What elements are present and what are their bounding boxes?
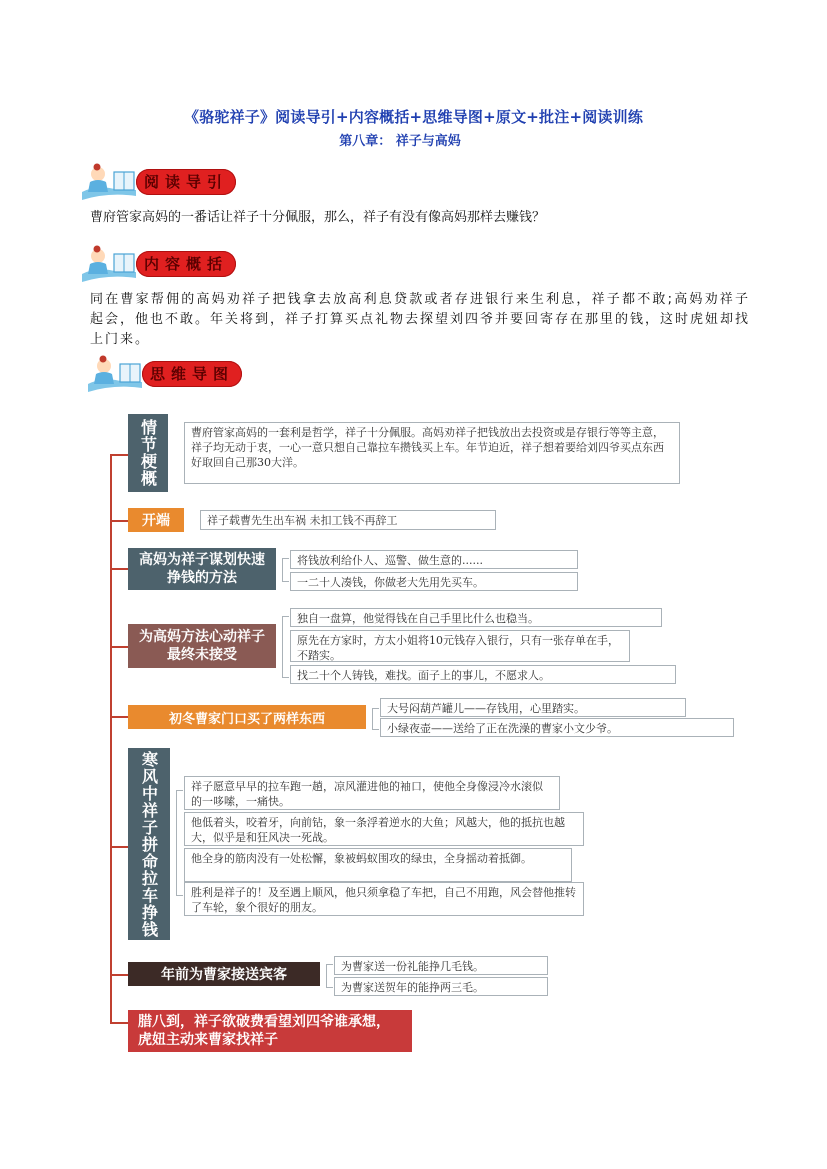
- bracket: [372, 708, 379, 730]
- node-plot: 情节梗概: [128, 414, 168, 492]
- document-title: 《骆驼祥子》阅读导引+内容概括+思维导图+原文+批注+阅读训练: [183, 108, 644, 126]
- node-wind: 寒风中祥子拼命拉车挣钱: [128, 748, 170, 940]
- chapter-subtitle: 第八章： 祥子与高妈: [339, 134, 461, 149]
- connector: [110, 568, 128, 570]
- node-refuse: 为高妈方法心动祥子最终未接受: [128, 624, 276, 668]
- leaf-plot: 曹府管家高妈的一套利是哲学，祥子十分佩服。高妈劝祥子把钱放出去投资或是存银行等等主意，祥子均无动于衷，一心一意只想自己靠拉车攒钱买上车。年节迫近，祥子想着要给刘四爷买点东西好取回自己那30大洋。: [184, 422, 680, 484]
- section-header-mindmap: [84, 354, 284, 394]
- bracket: [326, 964, 333, 988]
- section-header-summary: [78, 244, 278, 284]
- connector: [110, 846, 128, 848]
- section-badge-summary: 内容概括: [136, 251, 236, 277]
- leaf-gaoma-2: 一二十人凑钱，你做老大先用先买车。: [290, 572, 578, 591]
- leaf-refuse-2: 原先在方家时，方太小姐将10元钱存入银行，只有一张存单在手，不踏实。: [290, 630, 630, 662]
- node-buy: 初冬曹家门口买了两样东西: [128, 705, 366, 729]
- mindmap-spine: [110, 454, 112, 1024]
- leaf-gaoma-1: 将钱放利给仆人、巡警、做生意的......: [290, 550, 578, 569]
- connector: [110, 716, 128, 718]
- bracket: [282, 616, 289, 678]
- leaf-wind-3: 他全身的筋肉没有一处松懈，象被蚂蚁围攻的绿虫，全身摇动着抵御。: [184, 848, 572, 882]
- summary-paragraph: 同在曹家帮佣的高妈劝祥子把钱拿去放高利息贷款或者存进银行来生利息，祥子都不敢;高妈劝祥子起会，他也不敢。年关将到，祥子打算买点礼物去探望刘四爷并要回寄存在那里的钱，这时虎妞却找上门来。: [90, 292, 751, 347]
- leaf-refuse-1: 独自一盘算，他觉得钱在自己手里比什么也稳当。: [290, 608, 662, 627]
- section-badge-guide: 阅读导引: [136, 169, 236, 195]
- connector: [110, 646, 128, 648]
- reading-child-icon: [78, 244, 138, 284]
- leaf-wind-2: 他低着头，咬着牙，向前钻，象一条浮着逆水的大鱼；风越大，他的抵抗也越大，似乎是和狂风决一死战。: [184, 812, 584, 846]
- bracket: [176, 790, 183, 896]
- connector: [110, 520, 128, 522]
- leaf-wind-1: 祥子愿意早早的拉车跑一趟，凉风灌进他的袖口，使他全身像浸冷水滚似的一哆嗦，一痛快。: [184, 776, 560, 810]
- bracket: [282, 558, 289, 582]
- leaf-refuse-3: 找二十个人铸钱，难找。面子上的事儿，不愿求人。: [290, 665, 676, 684]
- leaf-start: 祥子载曹先生出车祸 未扣工钱不再辞工: [200, 510, 496, 530]
- node-gaoma-plan: 高妈为祥子谋划快速挣钱的方法: [128, 548, 276, 590]
- connector: [110, 1022, 128, 1024]
- reading-child-icon: [78, 162, 138, 202]
- leaf-wind-4: 胜利是祥子的！及至遇上顺风，他只须拿稳了车把，自己不用跑，风会替他推转了车轮，象个很好的朋友。: [184, 882, 584, 916]
- node-start: 开端: [128, 508, 184, 532]
- leaf-buy-2: 小绿夜壶——送给了正在洗澡的曹家小文少爷。: [380, 718, 734, 737]
- guide-paragraph: 曹府管家高妈的一番话让祥子十分佩服，那么，祥子有没有像高妈那样去赚钱？: [90, 210, 546, 225]
- connector: [110, 974, 128, 976]
- leaf-guests-2: 为曹家送贺年的能挣两三毛。: [334, 977, 548, 996]
- node-end: 腊八到，祥子欲破费看望刘四爷谁承想，虎妞主动来曹家找祥子: [128, 1010, 412, 1052]
- section-badge-mindmap: 思维导图: [142, 361, 242, 387]
- leaf-guests-1: 为曹家送一份礼能挣几毛钱。: [334, 956, 548, 975]
- section-header-guide: [78, 162, 278, 202]
- leaf-buy-1: 大号闷葫芦罐儿——存钱用，心里踏实。: [380, 698, 686, 717]
- reading-child-icon: [84, 354, 144, 394]
- node-guests: 年前为曹家接送宾客: [128, 962, 320, 986]
- connector: [110, 454, 128, 456]
